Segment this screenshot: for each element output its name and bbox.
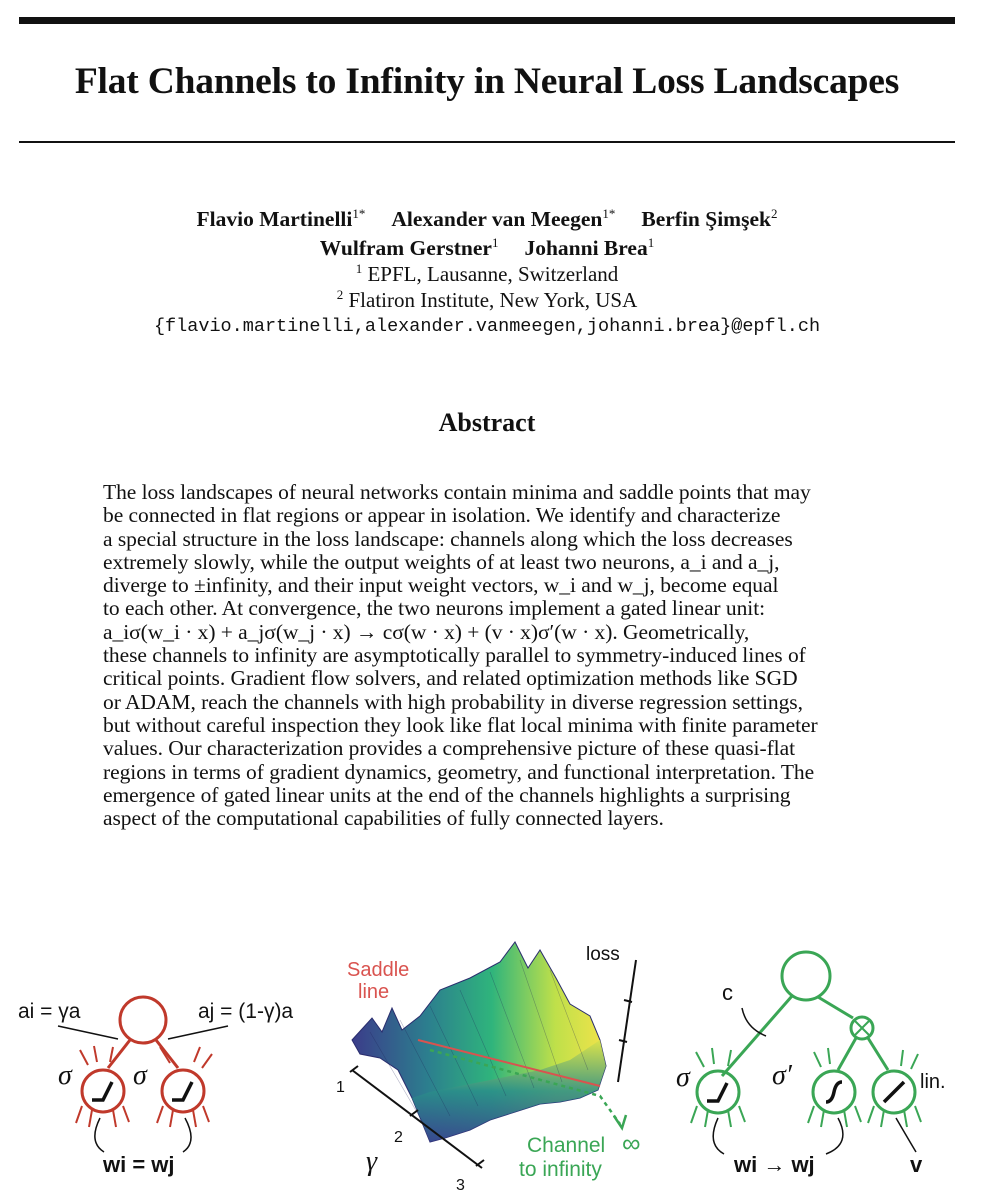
activation-curve-icon (707, 1083, 727, 1101)
abstract-line: these channels to infinity are asymptotically parallel to symmetry-induced lines of (103, 643, 806, 668)
weight-v-label: v (910, 1152, 923, 1177)
abstract-line: extremely slowly, while the output weights of at least two neurons, a_i and a_j, (103, 549, 780, 574)
abstract-line: critical points. Gradient flow solvers, and related optimization methods like SGD (103, 666, 798, 691)
sigma-label: σ (676, 1062, 690, 1093)
abstract-line: a_iσ(w_i · x) + a_jσ(w_j · x) → cσ(w · x) + (v · x)σ′(w · x). Geometrically, (103, 619, 750, 644)
abstract-line: aspect of the computational capabilities of fully connected layers. (103, 806, 664, 831)
abstract-line: diverge to ±infinity, and their input weight vectors, w_i and w_j, become equal (103, 573, 779, 598)
author-emails: {flavio.martinelli,alexander.vanmeegen,johanni.brea}@epfl.ch (153, 316, 821, 337)
affiliation-1: $^1$ EPFL, Lausanne, Switzerland (355, 261, 619, 286)
activation-curve-icon (92, 1082, 112, 1100)
top-rule (19, 17, 955, 24)
hidden-neuron-i (82, 1070, 124, 1112)
title-bottom-rule (19, 141, 955, 143)
gamma-tick-2: 2 (394, 1129, 403, 1146)
output-neuron (120, 997, 166, 1043)
abstract-line: The loss landscapes of neural networks contain minima and saddle points that may (103, 480, 811, 504)
abstract-line: regions in terms of gradient dynamics, geometry, and functional interpretation. The (103, 759, 815, 784)
author-4: Wulfram Gerstner$^1$ (319, 235, 499, 260)
linear-label: lin. (920, 1071, 946, 1093)
abstract-line: values. Our characterization provides a comprehensive picture of these quasi-flat (103, 736, 796, 761)
overview-figure (0, 920, 982, 1200)
hidden-neuron-sigma (697, 1071, 739, 1113)
channel-arrow-icon (614, 1115, 626, 1128)
output-weight-c-label: c (722, 980, 733, 1005)
saddle-label-line2: line (358, 981, 390, 1003)
weights-converge-label: wi → wj (734, 1152, 815, 1177)
author-5: Johanni Brea$^1$ (524, 235, 655, 260)
output-weight-aj-label: aj = (1-γ)a (198, 1000, 294, 1023)
loss-axis-label: loss (586, 944, 620, 965)
derivative-curve-icon (826, 1082, 842, 1102)
author-3: Berfin Şimşek$^2$ (641, 206, 778, 231)
weights-equal-label: wi = wj (103, 1152, 175, 1177)
abstract-line: but without careful inspection they look like flat local minima with finite parameter (103, 712, 818, 737)
paper-title: Flat Channels to Infinity in Neural Loss Landscapes (74, 61, 900, 102)
gamma-tick-3: 3 (456, 1177, 465, 1194)
loss-axis (618, 960, 636, 1082)
sigma-label-2: σ (133, 1060, 147, 1091)
author-1: Flavio Martinelli$^{1*}$ (196, 206, 366, 231)
author-line-2 (0, 236, 974, 261)
abstract-line: to each other. At convergence, the two neurons implement a gated linear unit: (103, 596, 766, 621)
linear-curve-icon (884, 1082, 904, 1102)
output-neuron (782, 952, 830, 1000)
saddle-label-line1: Saddle (347, 959, 410, 981)
channel-label-line1: Channel (527, 1134, 606, 1157)
abstract-line: or ADAM, reach the channels with high probability in diverse regression settings, (103, 689, 803, 714)
gamma-tick-1: 1 (336, 1079, 345, 1096)
output-weight-ai-label: ai = γa (18, 1000, 81, 1023)
gamma-axis-label: γ (366, 1146, 378, 1177)
abstract-line: be connected in flat regions or appear in isolation. We identify and characterize (103, 503, 781, 528)
abstract-line: a special structure in the loss landscape: channels along which the loss decreases (103, 526, 793, 551)
infinity-icon: ∞ (622, 1128, 641, 1158)
affiliation-2: $^2$ Flatiron Institute, New York, USA (336, 287, 638, 312)
abstract-heading: Abstract (438, 408, 536, 437)
sigma-label-1: σ (58, 1060, 72, 1091)
abstract-body (103, 481, 870, 830)
author-2: Alexander van Meegen$^{1*}$ (391, 206, 616, 231)
abstract-line: emergence of gated linear units at the end of the channels highlights a surprising (103, 782, 791, 807)
channel-label-line2: to infinity (519, 1158, 602, 1181)
author-line-1 (0, 207, 974, 232)
sigma-prime-label: σ′ (772, 1060, 792, 1091)
hidden-neuron-j (162, 1070, 204, 1112)
activation-curve-icon (172, 1082, 192, 1100)
